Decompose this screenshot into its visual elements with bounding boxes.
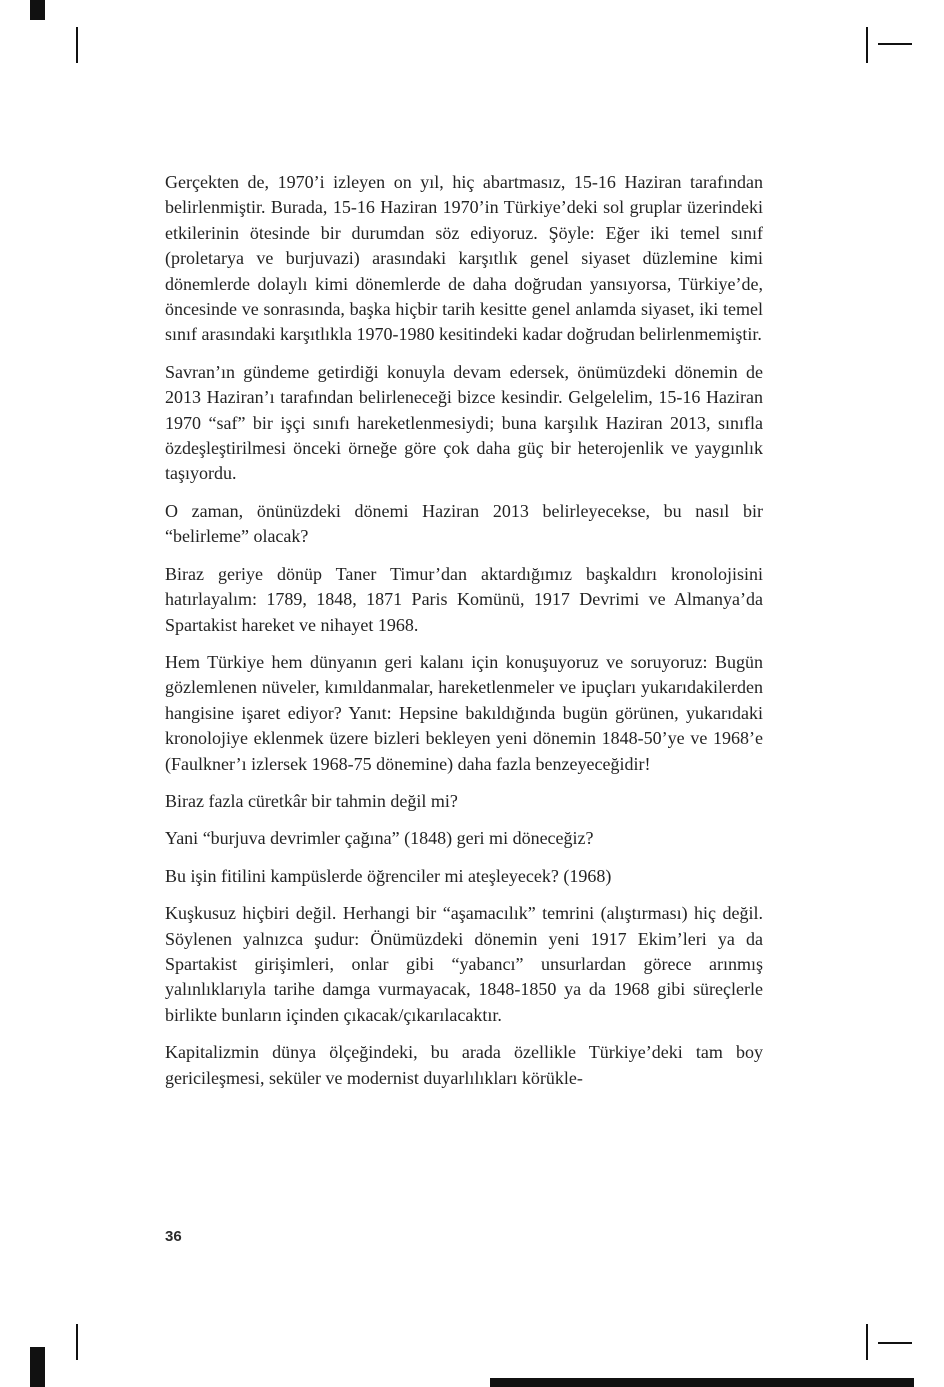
paragraph: Biraz geriye dönüp Taner Timur’dan aktardığımız başkaldırı kronolojisini hatırlayalım: 1789, 1848, 1871 Paris Komünü, 1917 Devrimi ve Almanya’da Spartakist hareket ve nihayet 1968. xyxy=(165,563,763,635)
paragraph: Hem Türkiye hem dünyanın geri kalanı için konuşuyoruz ve soruyoruz: Bugün gözlemlenen nüveler, kımıldanmalar, hareketlenmeler ve ipuçları yukarıdakilerden hangisine işaret ediyor? Yanıt: Hepsine bakıldığında bugün görünen, yukarıdaki kronolojiye eklenmek üzere bizleri bekleyen yeni dönemin 1848-50’ye ve 1968’e (Faulkner’ı izlersek 1968-75 dönemine) daha fazla benzeyeceğidir! xyxy=(165,651,763,774)
paragraph: Kapitalizmin dünya ölçeğindeki, bu arada özellikle Türkiye’deki tam boy gericileşmesi, seküler ve modernist duyarlılıkları körükle- xyxy=(165,1042,763,1088)
paragraph: Bu işin fitilini kampüslerde öğrenciler mi ateşleyecek? (1968) xyxy=(165,865,612,886)
crop-mark-top-right-horizontal xyxy=(878,43,912,45)
paragraph: Biraz fazla cüretkâr bir tahmin değil mi? xyxy=(165,790,458,811)
page-number: 36 xyxy=(165,1228,182,1245)
crop-mark-bottom-right-horizontal xyxy=(878,1342,912,1344)
body-text xyxy=(165,170,763,1103)
registration-mark-top-left xyxy=(30,0,45,20)
paragraph: O zaman, önünüzdeki dönemi Haziran 2013 belirleyecekse, bu nasıl bir “belirleme” olacak? xyxy=(165,500,763,547)
crop-mark-bottom-left-vertical xyxy=(76,1324,78,1360)
paragraph: Savran’ın gündeme getirdiği konuyla devam edersek, önümüzdeki dönemin de 2013 Haziran’ı tarafından belirleneceği bizce kesindir. Gelgelelim, 15-16 Haziran 1970 “saf” bir işçi sınıfı hareketlenmesiydi; buna karşılık Haziran 2013, sınıfla özdeşleştirilmesi önceki örneğe göre çok daha güç bir heterojenlik ve yaygınlık taşıyordu. xyxy=(165,361,763,484)
paragraph: Kuşkusuz hiçbiri değil. Herhangi bir “aşamacılık” temrini (alıştırması) hiç değil. Söylenen yalnızca şudur: Önümüzdeki dönemin yeni 1917 Ekim’leri ya da Spartakist girişimleri, onlar gibi “yabancı” unsurlardan görece arınmış yalınlıklarıyla tarihe damga vurmayacak, 1848-1850 ya da 1968 gibi süreçlerle birlikte bunların içinden çıkacak/çıkarılacaktır. xyxy=(165,903,763,1025)
paragraph: Gerçekten de, 1970’i izleyen on yıl, hiç abartmasız, 15-16 Haziran tarafından belirlenmiştir. Burada, 15-16 Haziran 1970’in Türkiye’deki sol gruplar üzerindeki etkilerinin ötesinde bir durumdan söz ediyoruz. Şöyle: Eğer iki temel sınıf (proletarya ve burjuvazi) arasındaki karşıtlık genel siyaset düzlemine kimi dönemlerde dolaylı kimi dönemlerde de daha doğrudan yansıyorsa, Türkiye’de, öncesinde ve sonrasında, başka hiçbir tarih kesitte genel anlamda siyaset, iki temel sınıf arasındaki karşıtlıkla 1970-1980 kesitindeki kadar doğrudan belirlenmemiştir. xyxy=(165,172,763,345)
print-color-bar-bottom xyxy=(490,1378,914,1387)
crop-mark-top-right-vertical xyxy=(866,27,868,63)
registration-mark-bottom-left xyxy=(30,1347,45,1387)
crop-mark-top-left-vertical xyxy=(76,27,78,63)
paragraph: Yani “burjuva devrimler çağına” (1848) geri mi döneceğiz? xyxy=(165,828,594,849)
crop-mark-bottom-right-vertical xyxy=(866,1324,868,1360)
